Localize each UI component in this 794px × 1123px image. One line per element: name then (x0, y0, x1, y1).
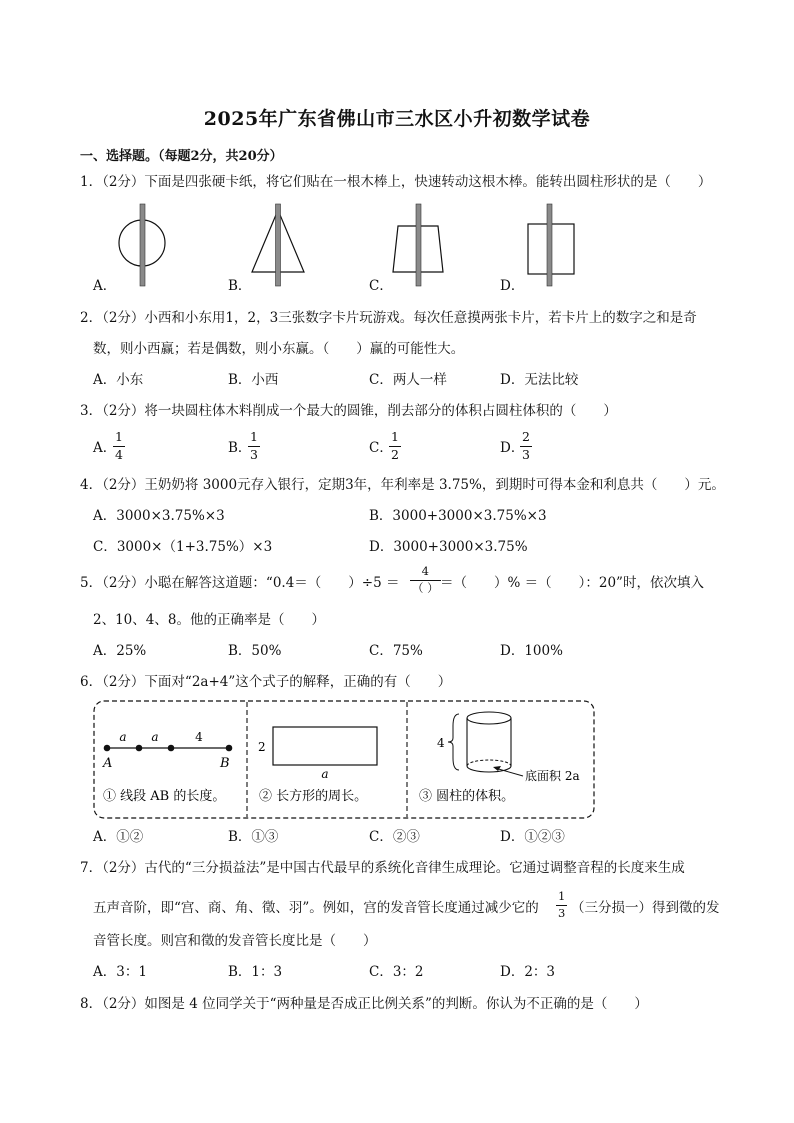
q7-stem-line2a: 五声音阶，即“宫、商、角、徵、羽”。例如，宫的发音管长度通过减少它的 (93, 900, 539, 916)
q6-option-a[interactable]: A．①② (93, 829, 144, 845)
q5-option-a[interactable]: A．25% (93, 643, 147, 659)
q1-option-a[interactable]: A． (93, 278, 117, 294)
q7-fraction: $\frac{1}{3}$ (558, 889, 566, 920)
q3-stem: 3．（2分）将一块圆柱体木料削成一个最大的圆锥，削去部分的体积占圆柱体积的（ ） (80, 403, 617, 419)
card-rectangle-figure (528, 204, 574, 286)
q2-stem-line2: 数，则小西赢；若是偶数，则小东赢。（ ）赢的可能性大。 (93, 341, 465, 357)
q1-option-b[interactable]: B． (228, 278, 252, 294)
q7-stem-line1: 7．（2分）古代的“三分损益法”是中国古代最早的系统化音律生成理论。它通过调整音程的长度来生成 (80, 860, 685, 876)
q7-stem-line3: 音管长度。则宫和徵的发音管长度比是（ ） (93, 933, 377, 949)
q7-option-d[interactable]: D．2：3 (500, 964, 556, 980)
card-triangle-figure (252, 204, 304, 286)
q5-stem-part2: ＝（ ）% ＝（ ）：20”时，依次填入 (440, 575, 704, 591)
segment-label-3: 4 (195, 730, 203, 744)
q4-option-b[interactable]: B．3000+3000×3.75%×3 (369, 508, 547, 524)
q7-option-c[interactable]: C．3：2 (369, 964, 424, 980)
q7-option-b[interactable]: B．1：3 (228, 964, 283, 980)
q8-stem: 8．（2分）如图是 4 位同学关于“两种量是否成正比例关系”的判断。你认为不正确的是（ ） (80, 996, 648, 1012)
q5-fraction: 4 （ ） (412, 564, 439, 595)
q3-option-a-fraction: $\frac{1}{4}$ (115, 429, 123, 462)
q4-option-a[interactable]: A．3000×3.75%×3 (93, 508, 225, 524)
card-trapezoid-figure (393, 204, 443, 286)
q5-stem-line2: 2、10、4、8。他的正确率是（ ） (93, 612, 325, 628)
cylinder-figure (419, 712, 580, 804)
q6-figure-panel (93, 700, 596, 820)
q1-figures (80, 198, 720, 298)
q1-option-c[interactable]: C． (369, 278, 393, 294)
q5-option-b[interactable]: B．50% (228, 643, 282, 659)
q4-stem: 4．（2分）王奶奶将 3000元存入银行，定期3年，年利率是 3.75%，到期时可得本金和利息共（ ）元。 (80, 477, 725, 493)
rectangle-figure (258, 727, 377, 804)
q2-option-a[interactable]: A．小东 (93, 372, 144, 388)
q3-option-c[interactable]: C． (369, 440, 393, 456)
page-title: 2025年广东省佛山市三水区小升初数学试卷 (203, 108, 591, 130)
point-b-label: B (220, 756, 230, 771)
q7-stem-line2b: （三分损一）得到徵的发 (571, 900, 720, 916)
panel3-caption: ③ 圆柱的体积。 (419, 789, 515, 804)
card-circle-figure (119, 204, 165, 286)
q6-option-c[interactable]: C．②③ (369, 829, 420, 845)
panel2-caption: ② 长方形的周长。 (259, 789, 368, 804)
q6-stem: 6．（2分）下面对“2a+4”这个式子的解释，正确的有（ ） (80, 674, 452, 690)
q6-option-d[interactable]: D．①②③ (500, 829, 565, 845)
q7-option-a[interactable]: A．3：1 (93, 964, 147, 980)
q5-stem-part1: 5．（2分）小聪在解答这道题：“0.4＝（ ）÷5 ＝ (80, 575, 400, 591)
segment-label-1: a (119, 730, 127, 744)
segment-ab-figure (102, 730, 232, 804)
q5-option-d[interactable]: D．100% (500, 643, 563, 659)
q3-option-a[interactable]: A． (93, 440, 117, 456)
q4-option-c[interactable]: C．3000×（1+3.75%）×3 (93, 539, 273, 555)
q3-option-b-fraction: $\frac{1}{3}$ (250, 429, 258, 462)
q2-option-b[interactable]: B．小西 (228, 372, 279, 388)
q3-option-d-fraction: $\frac{2}{3}$ (522, 429, 530, 462)
q1-option-d[interactable]: D． (500, 278, 525, 294)
cylinder-base-label: 底面积 2a (525, 769, 580, 783)
q4-option-d[interactable]: D．3000+3000×3.75% (369, 539, 528, 555)
panel1-caption: ① 线段 AB 的长度。 (103, 789, 226, 804)
q2-stem-line1: 2．（2分）小西和小东用1，2，3三张数字卡片玩游戏。每次任意摸两张卡片，若卡片上的数字之和是奇 (80, 310, 697, 326)
q3-option-d[interactable]: D． (500, 440, 525, 456)
point-a-label: A (103, 756, 113, 771)
rect-height-label: 2 (258, 740, 266, 754)
q6-option-b[interactable]: B．①③ (228, 829, 279, 845)
q2-option-d[interactable]: D．无法比较 (500, 372, 579, 388)
q3-option-c-fraction: $\frac{1}{2}$ (391, 429, 399, 462)
q3-option-b[interactable]: B． (228, 440, 252, 456)
section-heading: 一、选择题。（每题2分，共20分） (80, 149, 283, 164)
segment-label-2: a (151, 730, 159, 744)
q5-option-c[interactable]: C．75% (369, 643, 423, 659)
q1-stem: 1．（2分）下面是四张硬卡纸，将它们贴在一根木棒上，快速转动这根木棒。能转出圆柱形状的是（ ） (80, 174, 712, 190)
rect-width-label: a (321, 767, 329, 781)
cylinder-height-label: 4 (437, 736, 445, 750)
q2-option-c[interactable]: C．两人一样 (369, 372, 447, 388)
